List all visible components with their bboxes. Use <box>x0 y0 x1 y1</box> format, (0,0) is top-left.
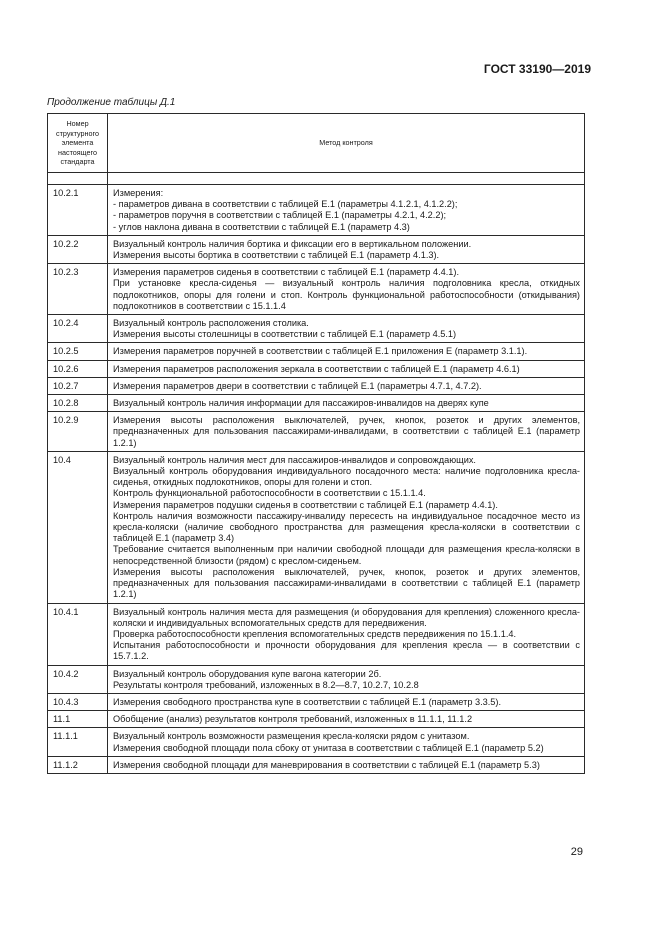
page-number: 29 <box>570 846 583 858</box>
method-line: Измерения свободного пространства купе в соответствии с таблицей Е.1 (параметр 3.3.5). <box>113 696 502 707</box>
table-row <box>48 693 585 710</box>
row-element-number: 10.2.8 <box>48 395 108 412</box>
control-methods-table <box>47 113 585 774</box>
table-row <box>48 395 585 412</box>
row-control-method <box>108 185 585 236</box>
table-row <box>48 756 585 773</box>
table-row <box>48 665 585 693</box>
method-line: Требование считается выполненным при наличии свободной площади для размещения кресла-коляски в непосредственной близости (рядом) с креслом-сиденьем. <box>113 544 580 566</box>
method-line: Измерения параметров поручней в соответствии с таблицей Е.1 приложения Е (параметр 3.1.1). <box>113 346 528 357</box>
method-line: Результаты контроля требований, изложенных в 8.2—8.7, 10.2.7, 10.2.8 <box>113 679 419 690</box>
table-row <box>48 377 585 394</box>
method-line: Визуальный контроль наличия бортика и фиксации его в вертикальном положении. <box>113 238 472 249</box>
row-element-number: 11.1.2 <box>48 756 108 773</box>
method-line: Визуальный контроль возможности размещения кресла-коляски рядом с унитазом. <box>113 731 470 742</box>
method-line: Визуальный контроль расположения столика. <box>113 318 309 329</box>
row-element-number: 10.2.9 <box>48 412 108 452</box>
header-spacer <box>48 173 585 185</box>
method-line: Визуальный контроль наличия мест для пассажиров-инвалидов и сопровождающих. <box>113 454 476 465</box>
column-header-element: Номер структурного элемента настоящего стандарта <box>48 114 108 173</box>
method-line: Визуальный контроль наличия информации для пассажиров-инвалидов на дверях купе <box>113 398 489 409</box>
standard-header: ГОСТ 33190—2019 <box>483 62 591 76</box>
row-control-method <box>108 343 585 360</box>
method-line: - параметров поручня в соответствии с таблицей Е.1 (параметры 4.2.1, 4.2.2); <box>113 210 447 221</box>
method-line: - параметров дивана в соответствии с таблицей Е.1 (параметры 4.1.2.1, 4.1.2.2); <box>113 199 458 210</box>
method-line: Визуальный контроль наличия места для размещения (и оборудования для крепления) сложенного кресла-коляски и индивидуальных вспомогательных средств для передвижения. <box>113 606 580 628</box>
method-line: Измерения высоты столешницы в соответствии с таблицей Е.1 (параметр 4.5.1) <box>113 329 457 340</box>
row-element-number: 10.2.1 <box>48 185 108 236</box>
method-line: Измерения высоты расположения выключателей, ручек, кнопок, розеток и других элементов, предназначенных для пользования пассажирами-инвалидами в соответствии с таблицей Е.1 (параметр 1.2.1) <box>113 566 580 600</box>
method-line: Измерения высоты расположения выключателей, ручек, кнопок, розеток и других элементов, предназначенных для пользования пассажирами-инвалидами, в соответствии с таблицей Е.1 (параметр 1.2.1) <box>113 415 580 448</box>
row-element-number: 10.2.7 <box>48 377 108 394</box>
row-control-method <box>108 728 585 756</box>
method-line: Измерения параметров подушки сиденья в соответствии с таблицей Е.1 (параметр 4.4.1). <box>113 499 498 510</box>
table-row <box>48 451 585 603</box>
method-line: Измерения параметров расположения зеркала в соответствии с таблицей Е.1 (параметр 4.6.1) <box>113 363 520 374</box>
method-line: Измерения: <box>113 188 164 198</box>
method-line: Измерения параметров двери в соответствии с таблицей Е.1 (параметры 4.7.1, 4.7.2). <box>113 380 482 391</box>
table-row <box>48 185 585 236</box>
row-control-method <box>108 235 585 263</box>
row-element-number: 11.1.1 <box>48 728 108 756</box>
method-line: Измерения высоты бортика в соответствии с таблицей Е.1 (параметр 4.1.3). <box>113 250 440 261</box>
row-element-number: 10.2.4 <box>48 315 108 343</box>
method-line: Измерения свободной площади для маневрирования в соответствии с таблицей Е.1 (параметр 5.3) <box>113 759 540 770</box>
row-control-method <box>108 603 585 665</box>
row-control-method <box>108 315 585 343</box>
row-control-method <box>108 412 585 452</box>
column-header-method: Метод контроля <box>108 114 585 173</box>
method-line: Испытания работоспособности и прочности оборудования для крепления кресла — в соответствии с 15.7.1.2. <box>113 640 580 662</box>
table-row <box>48 728 585 756</box>
row-element-number: 10.4.3 <box>48 693 108 710</box>
table-row <box>48 343 585 360</box>
table-body <box>48 185 585 774</box>
table-header-row <box>48 114 585 173</box>
method-line: - углов наклона дивана в соответствии с таблицей Е.1 (параметр 4.3) <box>113 221 410 232</box>
table-caption: Продолжение таблицы Д.1 <box>47 97 176 108</box>
row-control-method <box>108 693 585 710</box>
row-control-method <box>108 377 585 394</box>
table-row <box>48 711 585 728</box>
row-element-number: 10.4.2 <box>48 665 108 693</box>
table-row <box>48 360 585 377</box>
row-control-method <box>108 264 585 315</box>
row-control-method <box>108 451 585 603</box>
table-row <box>48 235 585 263</box>
row-element-number: 10.2.2 <box>48 235 108 263</box>
method-line: Обобщение (анализ) результатов контроля требований, изложенных в 11.1.1, 11.1.2 <box>113 714 473 725</box>
table-row <box>48 603 585 665</box>
method-line: Измерения параметров сиденья в соответствии с таблицей Е.1 (параметр 4.4.1). <box>113 267 460 278</box>
method-line: Визуальный контроль оборудования индивидуального посадочного места: наличие подголовника кресла-сиденья, откидных подлокотников, опоры для голени и стоп. <box>113 466 580 488</box>
row-element-number: 10.4.1 <box>48 603 108 665</box>
row-element-number: 10.2.5 <box>48 343 108 360</box>
method-line: Проверка работоспособности крепления вспомогательных средств передвижения по 15.1.1.4. <box>113 628 517 639</box>
row-element-number: 11.1 <box>48 711 108 728</box>
method-line: Визуальный контроль оборудования купе вагона категории 2б. <box>113 668 382 679</box>
row-element-number: 10.4 <box>48 451 108 603</box>
table-row <box>48 264 585 315</box>
table-row <box>48 412 585 452</box>
row-control-method <box>108 360 585 377</box>
row-element-number: 10.2.6 <box>48 360 108 377</box>
method-line: Контроль функциональной работоспособности в соответствии с 15.1.1.4. <box>113 488 426 499</box>
row-control-method <box>108 395 585 412</box>
table-row <box>48 315 585 343</box>
row-control-method <box>108 665 585 693</box>
method-line: При установке кресла-сиденья — визуальный контроль наличия подголовника кресла, откидных подлокотников, опоры для голени и стоп. Контроль функциональной работоспособности (откидывания) подлокотников в соответствии с 15.1.1.4 <box>113 278 580 311</box>
row-element-number: 10.2.3 <box>48 264 108 315</box>
method-line: Измерения свободной площади пола сбоку от унитаза в соответствии с таблицей Е.1 (параметр 5.2) <box>113 742 544 753</box>
method-line: Контроль наличия возможности пассажиру-инвалиду пересесть на индивидуальное посадочное место из кресла-коляски (наличие свободного пространства для размещения кресла-коляски в соответствии с таблицей Е.1 (параметр 3.4) <box>113 510 580 544</box>
row-control-method <box>108 756 585 773</box>
row-control-method <box>108 711 585 728</box>
